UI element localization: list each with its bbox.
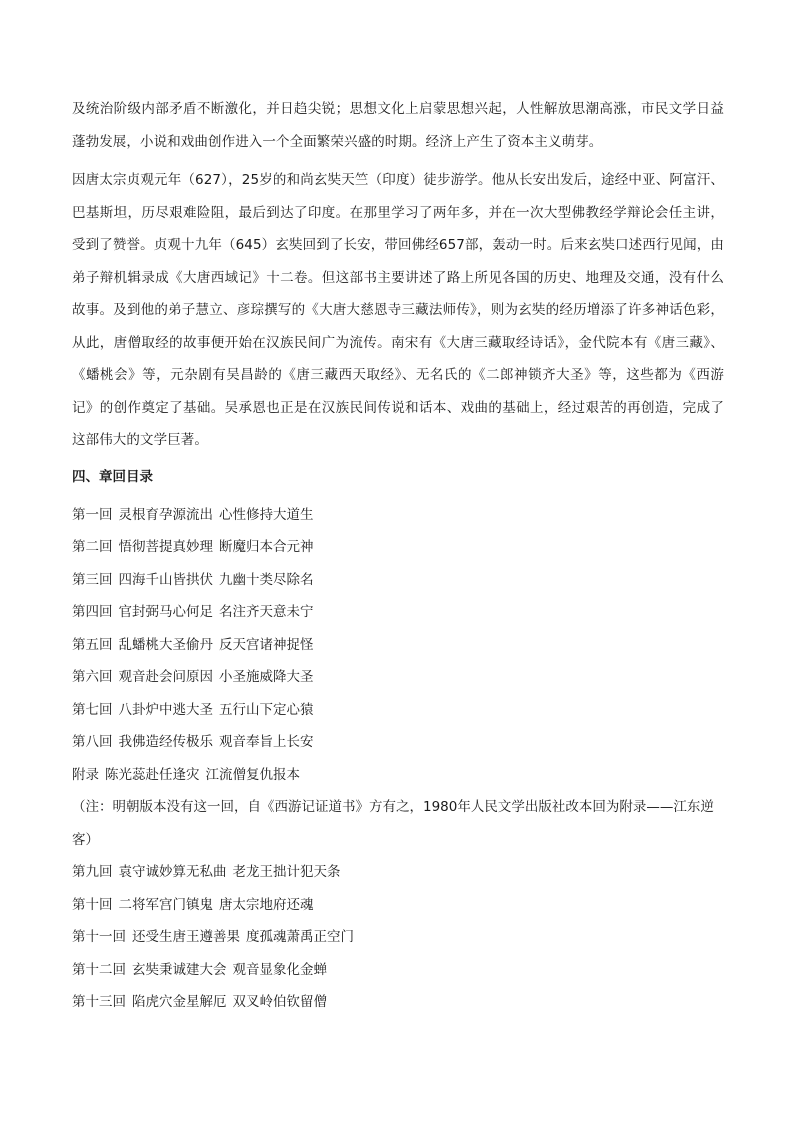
chapter-title-first: 乱蟠桃大圣偷丹 [118, 636, 213, 653]
chapter-title-second: 九幽十类尽除名 [219, 571, 314, 588]
chapter-title-first: 二将军宫门镇鬼 [118, 896, 213, 913]
chapter-title-first: 官封弼马心何足 [118, 604, 213, 620]
chapter-title-first: 袁守诚妙算无私曲 [118, 864, 227, 880]
chapter-number: 第十二回 [72, 961, 126, 978]
chapter-title-second: 老龙王拙计犯天条 [232, 864, 341, 880]
chapter-number: 第二回 [72, 539, 113, 555]
chapter-title-second: 观音奉旨上长安 [219, 734, 314, 750]
chapter-item [72, 889, 724, 922]
chapter-number: 第十三回 [72, 994, 126, 1010]
chapter-number: 附录 [72, 766, 99, 783]
chapter-list-part1 [72, 499, 724, 792]
chapter-title-first: 观音赴会问原因 [118, 669, 213, 685]
chapter-title-second: 反天宫诸神捉怪 [219, 636, 314, 653]
chapter-title-second: 唐太宗地府还魂 [219, 896, 314, 913]
chapter-title-first: 八卦炉中逃大圣 [118, 701, 213, 718]
chapter-title-second: 观音显象化金蝉 [232, 961, 327, 978]
chapter-number: 第五回 [72, 636, 113, 653]
chapter-title-second: 名注齐天意未宁 [219, 604, 314, 620]
chapter-item [72, 954, 724, 987]
chapter-title-second: 度孤魂萧禹正空门 [246, 929, 354, 945]
chapter-number: 第六回 [72, 669, 113, 685]
chapter-number: 第九回 [72, 864, 113, 880]
chapter-title-first: 陈光蕊赴任逢灾 [105, 766, 200, 783]
chapter-number: 第十回 [72, 896, 113, 913]
chapter-item [72, 629, 724, 662]
chapter-title-second: 断魔归本合元神 [219, 539, 314, 555]
chapter-item [72, 499, 724, 532]
chapter-item [72, 596, 724, 629]
paragraph-origin: 因唐太宗贞观元年（627），25岁的和尚玄奘天竺（印度）徒步游学。他从长安出发后，途经中亚、阿富汗、巴基斯坦，历尽艰难险阻，最后到达了印度。在那里学习了两年多，并在一次大型佛教经学辩论会任主讲，受到了赞誉。贞观十九年（645）玄奘回到了长安，带回佛经657部，轰动一时。后来玄奘口述西行见闻，由弟子辩机辑录成《大唐西域记》十二卷。但这部书主要讲述了路上所见各国的历史、地理及交通，没有什么故事。及到他的弟子慧立、彦琮撰写的《大唐大慈恩寺三藏法师传》，则为玄奘的经历增添了许多神话色彩，从此，唐僧取经的故事便开始在汉族民间广为流传。南宋有《大唐三藏取经诗话》，金代院本有《唐三藏》、《蟠桃会》等，元杂剧有吴昌龄的《唐三藏西天取经》、无名氏的《二郎神锁齐大圣》等，这些都为《西游记》的创作奠定了基础。吴承恩也正是在汉族民间传说和话本、戏曲的基础上，经过艰苦的再创造，完成了这部伟大的文学巨著。 [72, 172, 724, 448]
chapter-item [72, 986, 724, 1019]
paragraph-intro: 及统治阶级内部矛盾不断激化，并日趋尖锐；思想文化上启蒙思想兴起，人性解放思潮高涨，市民文学日益蓬勃发展，小说和戏曲创作进入一个全面繁荣兴盛的时期。经济上产生了资本主义萌芽。 [72, 101, 724, 150]
appendix-note: （注：明朝版本没有这一回，自《西游记证道书》方有之，1980年人民文学出版社改本回为附录——江东逆客） [72, 799, 714, 848]
chapter-item [72, 726, 724, 759]
chapter-title-first: 陷虎穴金星解厄 [132, 994, 227, 1010]
chapter-title-first: 我佛造经传极乐 [118, 734, 213, 750]
chapter-title-first: 玄奘秉诚建大会 [132, 961, 227, 978]
section-heading: 四、章回目录 [72, 468, 153, 485]
chapter-item [72, 661, 724, 694]
chapter-number: 第一回 [72, 506, 113, 523]
chapter-number: 第七回 [72, 701, 113, 718]
chapter-title-first: 悟彻菩提真妙理 [118, 539, 213, 555]
chapter-number: 第四回 [72, 604, 113, 620]
chapter-title-first: 还受生唐王遵善果 [132, 929, 240, 945]
chapter-title-first: 四海千山皆拱伏 [118, 571, 213, 588]
chapter-number: 第三回 [72, 571, 113, 588]
chapter-item [72, 856, 724, 889]
document-page [72, 93, 724, 1019]
chapter-item [72, 531, 724, 564]
chapter-title-first: 灵根育孕源流出 [118, 506, 213, 523]
chapter-item [72, 564, 724, 597]
chapter-title-second: 小圣施威降大圣 [219, 669, 314, 685]
chapter-item [72, 694, 724, 727]
chapter-number: 第十一回 [72, 929, 126, 945]
chapter-number: 第八回 [72, 734, 113, 750]
chapter-item [72, 921, 724, 954]
chapter-title-second: 双叉岭伯钦留僧 [232, 994, 327, 1010]
chapter-title-second: 江流僧复仇报本 [205, 766, 300, 783]
chapter-title-second: 心性修持大道生 [219, 506, 314, 523]
chapter-title-second: 五行山下定心猿 [219, 701, 314, 718]
appendix-item [72, 759, 724, 792]
chapter-list-part2 [72, 856, 724, 1019]
